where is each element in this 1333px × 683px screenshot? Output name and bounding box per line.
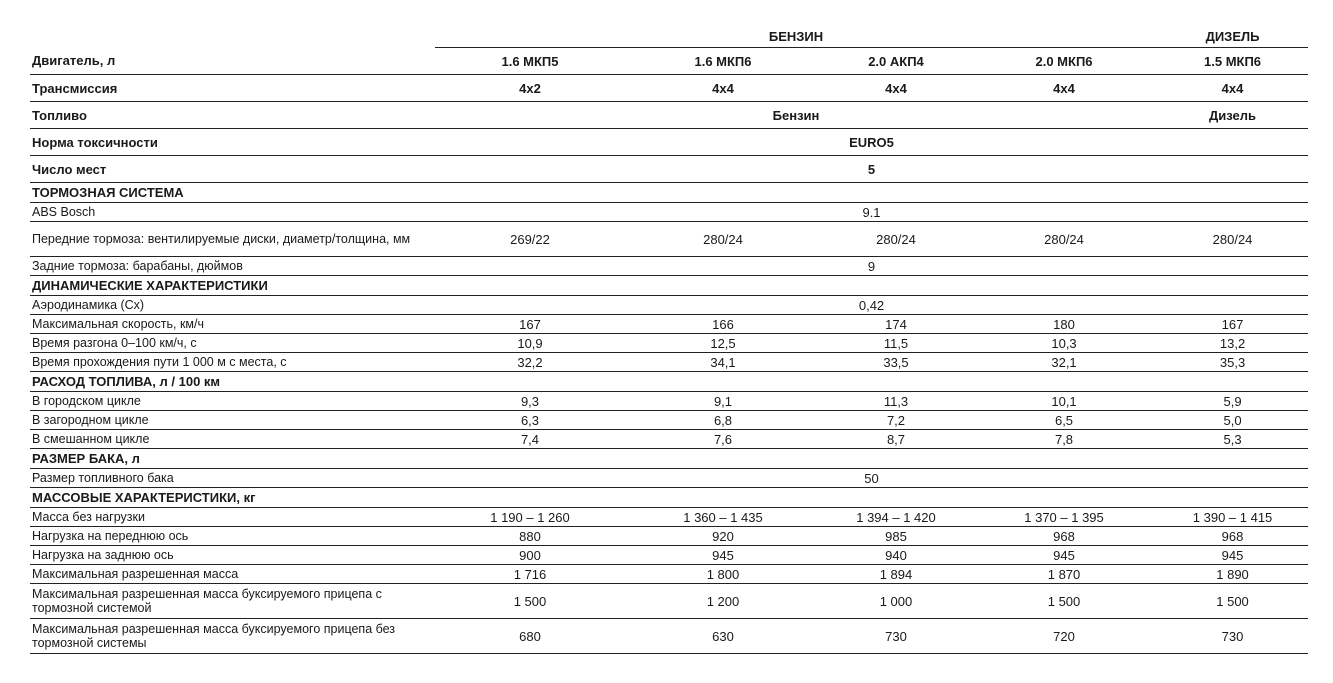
value-cell: 32,2	[435, 353, 625, 372]
header-row	[30, 48, 1308, 75]
header-row	[30, 129, 1308, 156]
row-label: Трансмиссия	[30, 75, 435, 102]
table-row	[30, 565, 1308, 584]
value-cell: 1 390 – 1 415	[1157, 508, 1308, 527]
section-heading-row	[30, 449, 1308, 469]
table-row	[30, 353, 1308, 372]
value-cell: 6,5	[971, 411, 1157, 430]
table-row	[30, 584, 1308, 619]
value-cell: 167	[435, 315, 625, 334]
value-cell: 1 190 – 1 260	[435, 508, 625, 527]
value-cell: 7,2	[821, 411, 971, 430]
row-label: Аэродинамика (Сх)	[30, 296, 435, 315]
row-label: Передние тормоза: вентилируемые диски, диаметр/толщина, мм	[30, 222, 435, 257]
row-label: Максимальная разрешенная масса	[30, 565, 435, 584]
row-label: Нагрузка на переднюю ось	[30, 527, 435, 546]
value-cell: 1 800	[625, 565, 821, 584]
table-row	[30, 508, 1308, 527]
value-cell: 5,0	[1157, 411, 1308, 430]
value-cell: 10,3	[971, 334, 1157, 353]
diesel-group-heading: ДИЗЕЛЬ	[1157, 26, 1308, 48]
value-cell: 280/24	[1157, 222, 1308, 257]
row-label: Число мест	[30, 156, 435, 183]
value-cell: 11,3	[821, 392, 971, 411]
value-cell: 7,4	[435, 430, 625, 449]
table-row	[30, 392, 1308, 411]
value-cell: 1 360 – 1 435	[625, 508, 821, 527]
row-label: РАСХОД ТОПЛИВА, л / 100 км	[30, 372, 1308, 392]
value-cell: 1 000	[821, 584, 971, 619]
value-cell: 1 894	[821, 565, 971, 584]
row-label: Топливо	[30, 102, 435, 129]
value-cell: 9,1	[625, 392, 821, 411]
empty-header-cell	[30, 26, 435, 48]
section-heading-row	[30, 372, 1308, 392]
value-cell: 9.1	[435, 203, 1308, 222]
value-cell: 8,7	[821, 430, 971, 449]
fuel-group-header-row	[30, 26, 1308, 48]
value-cell: 720	[971, 619, 1157, 654]
table-row	[30, 411, 1308, 430]
value-cell: Дизель	[1157, 102, 1308, 129]
row-label: Размер топливного бака	[30, 469, 435, 488]
value-cell: 900	[435, 546, 625, 565]
value-cell: 880	[435, 527, 625, 546]
value-cell: 280/24	[821, 222, 971, 257]
value-cell: 180	[971, 315, 1157, 334]
value-cell: 10,9	[435, 334, 625, 353]
value-cell: 920	[625, 527, 821, 546]
value-cell: 945	[971, 546, 1157, 565]
header-row	[30, 102, 1308, 129]
value-cell: 1 716	[435, 565, 625, 584]
value-cell: 33,5	[821, 353, 971, 372]
value-cell: 1.5 МКП6	[1157, 48, 1308, 75]
table-row	[30, 430, 1308, 449]
value-cell: 730	[1157, 619, 1308, 654]
value-cell: 280/24	[971, 222, 1157, 257]
value-cell: 940	[821, 546, 971, 565]
value-cell: 985	[821, 527, 971, 546]
value-cell: 630	[625, 619, 821, 654]
table-row	[30, 619, 1308, 654]
value-cell: 167	[1157, 315, 1308, 334]
table-row	[30, 257, 1308, 276]
row-label: ДИНАМИЧЕСКИЕ ХАРАКТЕРИСТИКИ	[30, 276, 1308, 296]
value-cell: 1 370 – 1 395	[971, 508, 1157, 527]
value-cell: 166	[625, 315, 821, 334]
row-label: ТОРМОЗНАЯ СИСТЕМА	[30, 183, 1308, 203]
row-label: Максимальная скорость, км/ч	[30, 315, 435, 334]
table-row	[30, 469, 1308, 488]
petrol-group-heading: БЕНЗИН	[435, 26, 1157, 48]
value-cell: 269/22	[435, 222, 625, 257]
value-cell: 9	[435, 257, 1308, 276]
value-cell: 13,2	[1157, 334, 1308, 353]
table-row	[30, 546, 1308, 565]
value-cell: 968	[1157, 527, 1308, 546]
row-label: Максимальная разрешенная масса буксируемого прицепа с тормозной системой	[30, 584, 435, 619]
section-heading-row	[30, 183, 1308, 203]
value-cell: 35,3	[1157, 353, 1308, 372]
value-cell: 7,8	[971, 430, 1157, 449]
value-cell: 1 394 – 1 420	[821, 508, 971, 527]
row-label: Максимальная разрешенная масса буксируемого прицепа без тормозной системы	[30, 619, 435, 654]
value-cell: 2.0 МКП6	[971, 48, 1157, 75]
value-cell: 2.0 АКП4	[821, 48, 971, 75]
row-label: В загородном цикле	[30, 411, 435, 430]
value-cell: EURO5	[435, 129, 1308, 156]
value-cell: 680	[435, 619, 625, 654]
table-row	[30, 527, 1308, 546]
specifications-table	[30, 26, 1308, 654]
value-cell: 1 200	[625, 584, 821, 619]
row-label: Время прохождения пути 1 000 м с места, с	[30, 353, 435, 372]
value-cell: 50	[435, 469, 1308, 488]
value-cell: 1 500	[971, 584, 1157, 619]
value-cell: 4x2	[435, 75, 625, 102]
row-label: РАЗМЕР БАКА, л	[30, 449, 1308, 469]
row-label: Двигатель, л	[30, 48, 435, 75]
value-cell: 730	[821, 619, 971, 654]
value-cell: 11,5	[821, 334, 971, 353]
value-cell: 1.6 МКП6	[625, 48, 821, 75]
value-cell: 6,8	[625, 411, 821, 430]
row-label: Масса без нагрузки	[30, 508, 435, 527]
value-cell: 9,3	[435, 392, 625, 411]
value-cell: 4x4	[625, 75, 821, 102]
row-label: МАССОВЫЕ ХАРАКТЕРИСТИКИ, кг	[30, 488, 1308, 508]
value-cell: 945	[1157, 546, 1308, 565]
row-label: Время разгона 0–100 км/ч, с	[30, 334, 435, 353]
table-row	[30, 334, 1308, 353]
value-cell: 280/24	[625, 222, 821, 257]
value-cell: 6,3	[435, 411, 625, 430]
section-heading-row	[30, 488, 1308, 508]
table-row	[30, 222, 1308, 257]
header-row	[30, 156, 1308, 183]
table-row	[30, 203, 1308, 222]
value-cell: 1 500	[435, 584, 625, 619]
section-heading-row	[30, 276, 1308, 296]
table-row	[30, 315, 1308, 334]
value-cell: 174	[821, 315, 971, 334]
value-cell: 945	[625, 546, 821, 565]
value-cell: 4x4	[1157, 75, 1308, 102]
row-label: ABS Bosch	[30, 203, 435, 222]
value-cell: 968	[971, 527, 1157, 546]
value-cell: 10,1	[971, 392, 1157, 411]
value-cell: 32,1	[971, 353, 1157, 372]
row-label: Нагрузка на заднюю ось	[30, 546, 435, 565]
header-row	[30, 75, 1308, 102]
value-cell: 4x4	[821, 75, 971, 102]
value-cell: 5,3	[1157, 430, 1308, 449]
value-cell: 7,6	[625, 430, 821, 449]
row-label: Норма токсичности	[30, 129, 435, 156]
row-label: В смешанном цикле	[30, 430, 435, 449]
value-cell: 1 870	[971, 565, 1157, 584]
value-cell: 1 890	[1157, 565, 1308, 584]
value-cell: Бензин	[435, 102, 1157, 129]
row-label: Задние тормоза: барабаны, дюймов	[30, 257, 435, 276]
value-cell: 1 500	[1157, 584, 1308, 619]
row-label: В городском цикле	[30, 392, 435, 411]
table-row	[30, 296, 1308, 315]
value-cell: 0,42	[435, 296, 1308, 315]
value-cell: 12,5	[625, 334, 821, 353]
value-cell: 5,9	[1157, 392, 1308, 411]
value-cell: 4x4	[971, 75, 1157, 102]
value-cell: 1.6 МКП5	[435, 48, 625, 75]
value-cell: 34,1	[625, 353, 821, 372]
value-cell: 5	[435, 156, 1308, 183]
